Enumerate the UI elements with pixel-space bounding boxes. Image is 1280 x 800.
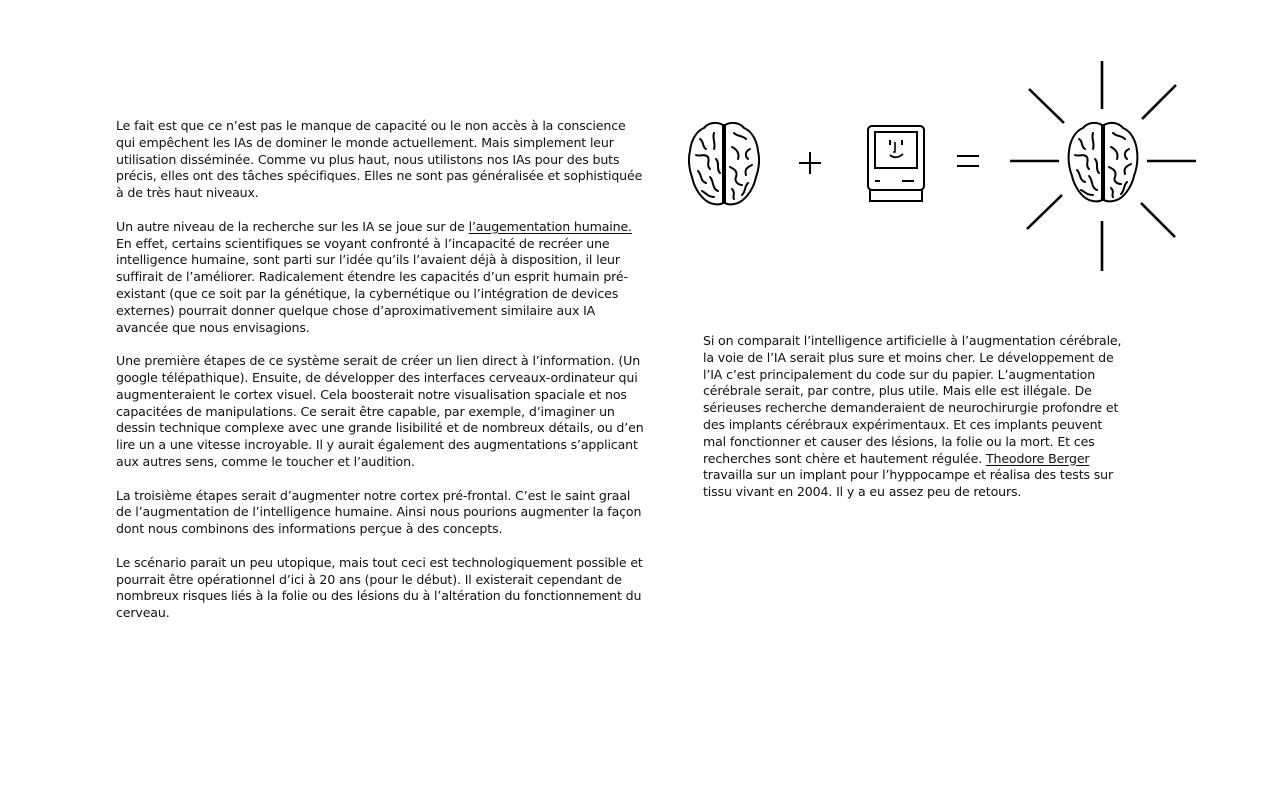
paragraph-text: Un autre niveau de la recherche sur les IA se joue sur de bbox=[116, 218, 469, 234]
left-column bbox=[116, 118, 646, 639]
right-column bbox=[703, 333, 1128, 518]
paragraph-third-step: La troisième étapes serait d’augmenter notre cortex pré-frontal. C’est le saint graal de l’augmentation de l’intelligence humaine. Ainsi nous pourions augmenter la façon dont nous combinons des informations perçue à des concepts. bbox=[116, 487, 642, 537]
link-theodore-berger[interactable]: Theodore Berger bbox=[985, 450, 1090, 466]
radiant-brain-icon bbox=[1008, 59, 1198, 271]
paragraph-text: En effet, certains scientifiques se voyant confronté à l’incapacité de recréer une intelligence humaine, sont parti sur l’idée qu’ils l’avaient déjà à disposition, il leur suffirait de l’améliorer. Radicalement étendre les capacités d’un esprit humain pré-existant (que ce soit par la génétique, la cybernétique ou l’intégration de devices externes) pourrait donner quelque chose d’aproximativement similaire aux IA avancée que nous envisagions. bbox=[116, 235, 628, 335]
brain-icon bbox=[688, 119, 760, 207]
ray-bottom-left bbox=[1027, 195, 1062, 229]
ray-bottom-right bbox=[1141, 203, 1175, 237]
macintosh-icon bbox=[866, 124, 926, 204]
link-augmentation-humaine[interactable]: l’augementation humaine. bbox=[468, 218, 632, 234]
brain-plus-computer-illustration bbox=[680, 55, 1210, 275]
paragraph-text: Si on comparait l’intelligence artificielle à l’augmentation cérébrale, la voie de l’IA serait plus sure et moins cher. Le développement de l’IA c’est principalement du code sur du papier. L’augmentation cérébrale serait, par contre, plus utile. Mais elle est illégale. De sérieuses recherche demanderaient de neurochirurgie profondre et des implants cérébraux expérimentaux. Et ces implants peuvent mal fonctionner et causer des lésions, la folie ou la mort. Et ces recherches sont chère et hautement régulée. bbox=[703, 333, 1122, 466]
paragraph-text: travailla sur un implant pour l’hyppocampe et réalisa des tests sur tissu vivant en 2004. Il y a eu assez peu de retours. bbox=[703, 467, 1114, 500]
paragraph-human-augmentation bbox=[116, 219, 646, 337]
paragraph-scenario: Le scénario parait un peu utopique, mais tout ceci est technologiquement possible et pourrait être opérationnel d’ici à 20 ans (pour le début). Il existerait cependant de nombreux risques liés à la folie ou des lésions du à l’altération du fonctionnement du cerveau. bbox=[116, 554, 643, 621]
paragraph-intro: Le fait est que ce n’est pas le manque de capacité ou le non accès à la conscience qui empêchent les IAs de dominer le monde actuellement. Mais simplement leur utilisation disséminée. Comme vu plus haut, nous utilistons nos IAs pour des buts précis, elles ont des tâches spécifiques. Elles ne sont pas généralisée et sophistiquée à de très haut niveaux. bbox=[116, 118, 643, 201]
ray-top-left bbox=[1029, 89, 1064, 123]
paragraph-first-step: Une première étapes de ce système serait de créer un lien direct à l’information. (Un google télépathique). Ensuite, de développer des interfaces cerveaux-ordinateur qui augmenteraient le cortex visuel. Cela boosterait notre visualisation spaciale et nos capacitées de manipulations. Ce serait être capable, par exemple, d’imaginer un dessin technique complexe avec une grande lisibilité et de nombreux détails, ou d’en lire un a une vitesse incroyable. Il y aurait également des augmentations s’applicant aux autres sens, comme le toucher et l’audition. bbox=[116, 353, 644, 469]
paragraph-comparison bbox=[703, 333, 1128, 501]
equals-icon bbox=[956, 153, 980, 169]
plus-icon bbox=[798, 151, 822, 175]
ray-top-right bbox=[1142, 85, 1176, 119]
